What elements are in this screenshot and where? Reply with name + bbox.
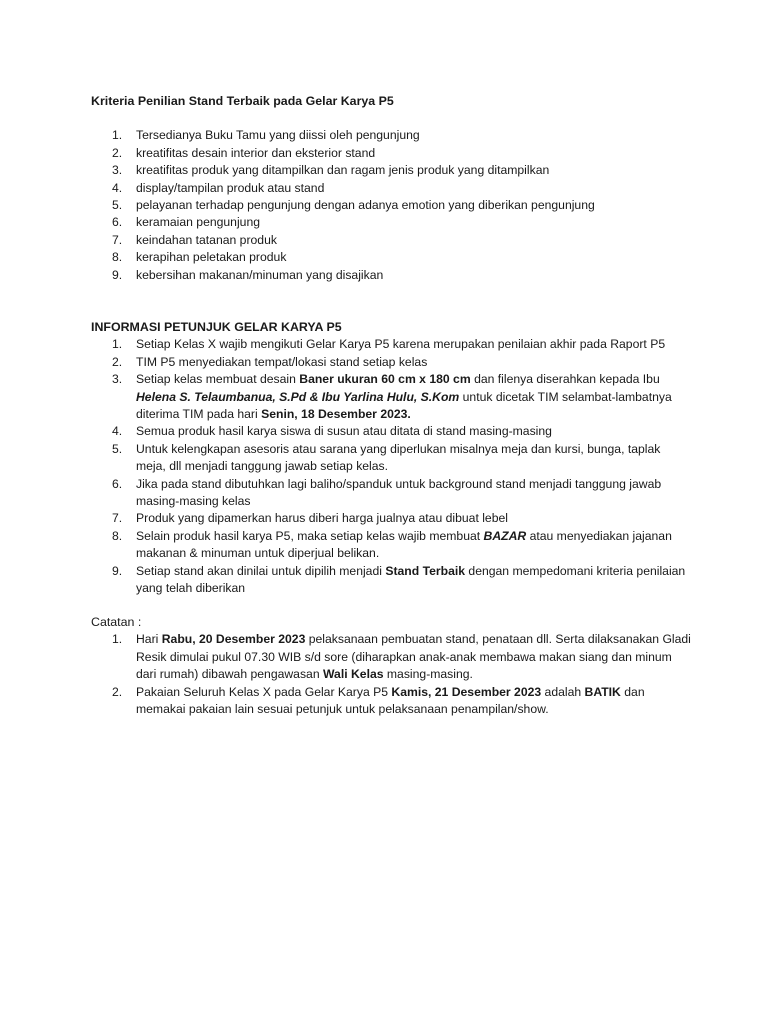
list-item-text: [136, 529, 672, 560]
informasi-item: [91, 476, 691, 511]
list-item-text: [136, 355, 427, 369]
text-run: Selain produk hasil karya P5, maka setiap kelas wajib membuat: [136, 528, 484, 543]
list-item-text: [136, 685, 645, 716]
list-item-text: keindahan tatanan produk: [136, 232, 277, 247]
list-number: 6.: [112, 215, 123, 230]
informasi-item: [91, 528, 691, 563]
list-number: 9.: [112, 563, 123, 578]
text-run: Rabu, 20 Desember 2023: [161, 632, 306, 647]
list-number: 1.: [112, 128, 123, 143]
list-number: 8.: [112, 528, 123, 543]
list-number: 1.: [112, 337, 123, 352]
catatan-section: [91, 614, 691, 718]
kriteria-item: [91, 214, 691, 231]
text-run: Wali Kelas: [323, 667, 384, 682]
text-run: dan memakai pakaian lain sesuai petunjuk untuk pelaksanaan penampilan/show.: [136, 684, 645, 717]
text-run: Untuk kelengkapan asesoris atau sarana yang diperlukan misalnya meja dan kursi, bunga, taplak meja, dll menjadi tanggung jawab setiap kelas.: [136, 441, 661, 474]
list-item-text: [136, 632, 691, 681]
informasi-item: [91, 371, 691, 423]
kriteria-section: [91, 93, 691, 284]
list-item-text: kebersihan makanan/minuman yang disajikan: [136, 267, 384, 282]
catatan-item: [91, 684, 691, 719]
list-number: 2.: [112, 145, 123, 160]
list-number: 5.: [112, 441, 123, 456]
kriteria-list: [91, 127, 691, 284]
informasi-item: [91, 423, 691, 440]
list-number: 7.: [112, 232, 123, 247]
text-run: dan filenya diserahkan kepada Ibu: [470, 372, 660, 387]
list-item-text: kreatifitas desain interior dan eksterior stand: [136, 145, 376, 160]
list-number: 1.: [112, 632, 123, 647]
list-number: 6.: [112, 476, 123, 491]
informasi-item: [91, 354, 691, 371]
list-item-text: display/tampilan produk atau stand: [136, 180, 325, 195]
text-run: Jika pada stand dibutuhkan lagi baliho/spanduk untuk background stand menjadi tanggung jawab masing-masing kelas: [136, 476, 662, 509]
text-run: Setiap Kelas X wajib mengikuti Gelar Karya P5 karena merupakan penilaian akhir pada Raport P5: [136, 337, 666, 352]
list-number: 3.: [112, 372, 123, 387]
text-run: Setiap stand akan dinilai untuk dipilih menjadi: [136, 563, 386, 578]
text-run: BATIK: [584, 684, 621, 699]
kriteria-item: [91, 162, 691, 179]
informasi-item: [91, 441, 691, 476]
text-run: Hari: [136, 632, 162, 647]
list-item-text: [136, 564, 685, 595]
list-item-text: [136, 337, 665, 351]
list-number: 7.: [112, 511, 123, 526]
catatan-title: Catatan :: [91, 615, 142, 629]
text-run: Helena S. Telaumbanua, S.Pd & Ibu Yarlina Hulu, S.Kom: [136, 389, 460, 404]
text-run: adalah: [541, 684, 585, 699]
text-run: Stand Terbaik: [385, 563, 466, 578]
list-item-text: [136, 511, 508, 525]
text-run: Semua produk hasil karya siswa di susun atau ditata di stand masing-masing: [136, 424, 552, 439]
list-item-text: [136, 372, 672, 421]
list-item-text: Tersedianya Buku Tamu yang diissi oleh pengunjung: [136, 128, 420, 143]
text-run: pelaksanaan pembuatan stand, penataan dll. Serta dilaksanakan Gladi Resik dimulai pukul 07.30 WIB s/d sore (diharapkan anak-anak membawa makan siang dan minum dari rumah) dibawah pengawasan: [136, 632, 691, 682]
text-run: Kamis, 21 Desember 2023: [391, 684, 542, 699]
kriteria-item: [91, 249, 691, 266]
kriteria-item: [91, 267, 691, 284]
list-item-text: pelayanan terhadap pengunjung dengan adanya emotion yang diberikan pengunjung: [136, 198, 595, 213]
catatan-list: [91, 631, 691, 718]
catatan-item: [91, 631, 691, 683]
list-number: 2.: [112, 354, 123, 369]
text-run: dengan mempedomani kriteria penilaian yang telah diberikan: [136, 563, 686, 596]
text-run: Setiap kelas membuat desain: [136, 372, 300, 387]
list-number: 5.: [112, 198, 123, 213]
informasi-item: [91, 563, 691, 598]
text-run: TIM P5 menyediakan tempat/lokasi stand setiap kelas: [136, 354, 428, 369]
list-item-text: [136, 442, 660, 473]
informasi-list: [91, 336, 691, 597]
informasi-item: [91, 336, 691, 353]
list-item-text: keramaian pengunjung: [136, 215, 260, 230]
text-run: Baner ukuran 60 cm x 180 cm: [299, 372, 471, 387]
text-run: Pakaian Seluruh Kelas X pada Gelar Karya P5: [136, 684, 392, 699]
kriteria-item: [91, 232, 691, 249]
text-run: Produk yang dipamerkan harus diberi harga jualnya atau dibuat lebel: [136, 511, 508, 526]
informasi-title: INFORMASI PETUNJUK GELAR KARYA P5: [91, 320, 342, 334]
text-run: untuk dicetak TIM selambat-lambatnya diterima TIM pada hari: [136, 389, 672, 422]
kriteria-item: [91, 180, 691, 197]
list-number: 4.: [112, 180, 123, 195]
list-number: 4.: [112, 424, 123, 439]
list-item-text: kerapihan peletakan produk: [136, 250, 287, 265]
text-run: atau menyediakan jajanan makanan & minuman untuk diperjual belikan.: [136, 528, 672, 561]
informasi-section: [91, 319, 691, 598]
list-number: 2.: [112, 684, 123, 699]
list-number: 3.: [112, 163, 123, 178]
list-item-text: [136, 477, 661, 508]
list-number: 9.: [112, 267, 123, 282]
list-item-text: [136, 424, 552, 438]
text-run: Senin, 18 Desember 2023.: [261, 407, 411, 422]
text-run: BAZAR: [483, 528, 527, 543]
kriteria-item: [91, 127, 691, 144]
list-item-text: kreatifitas produk yang ditampilkan dan ragam jenis produk yang ditampilkan: [136, 163, 550, 178]
informasi-item: [91, 510, 691, 527]
kriteria-title: Kriteria Penilian Stand Terbaik pada Gelar Karya P5: [91, 94, 394, 108]
text-run: masing-masing.: [383, 667, 473, 682]
kriteria-item: [91, 145, 691, 162]
list-number: 8.: [112, 250, 123, 265]
kriteria-item: [91, 197, 691, 214]
